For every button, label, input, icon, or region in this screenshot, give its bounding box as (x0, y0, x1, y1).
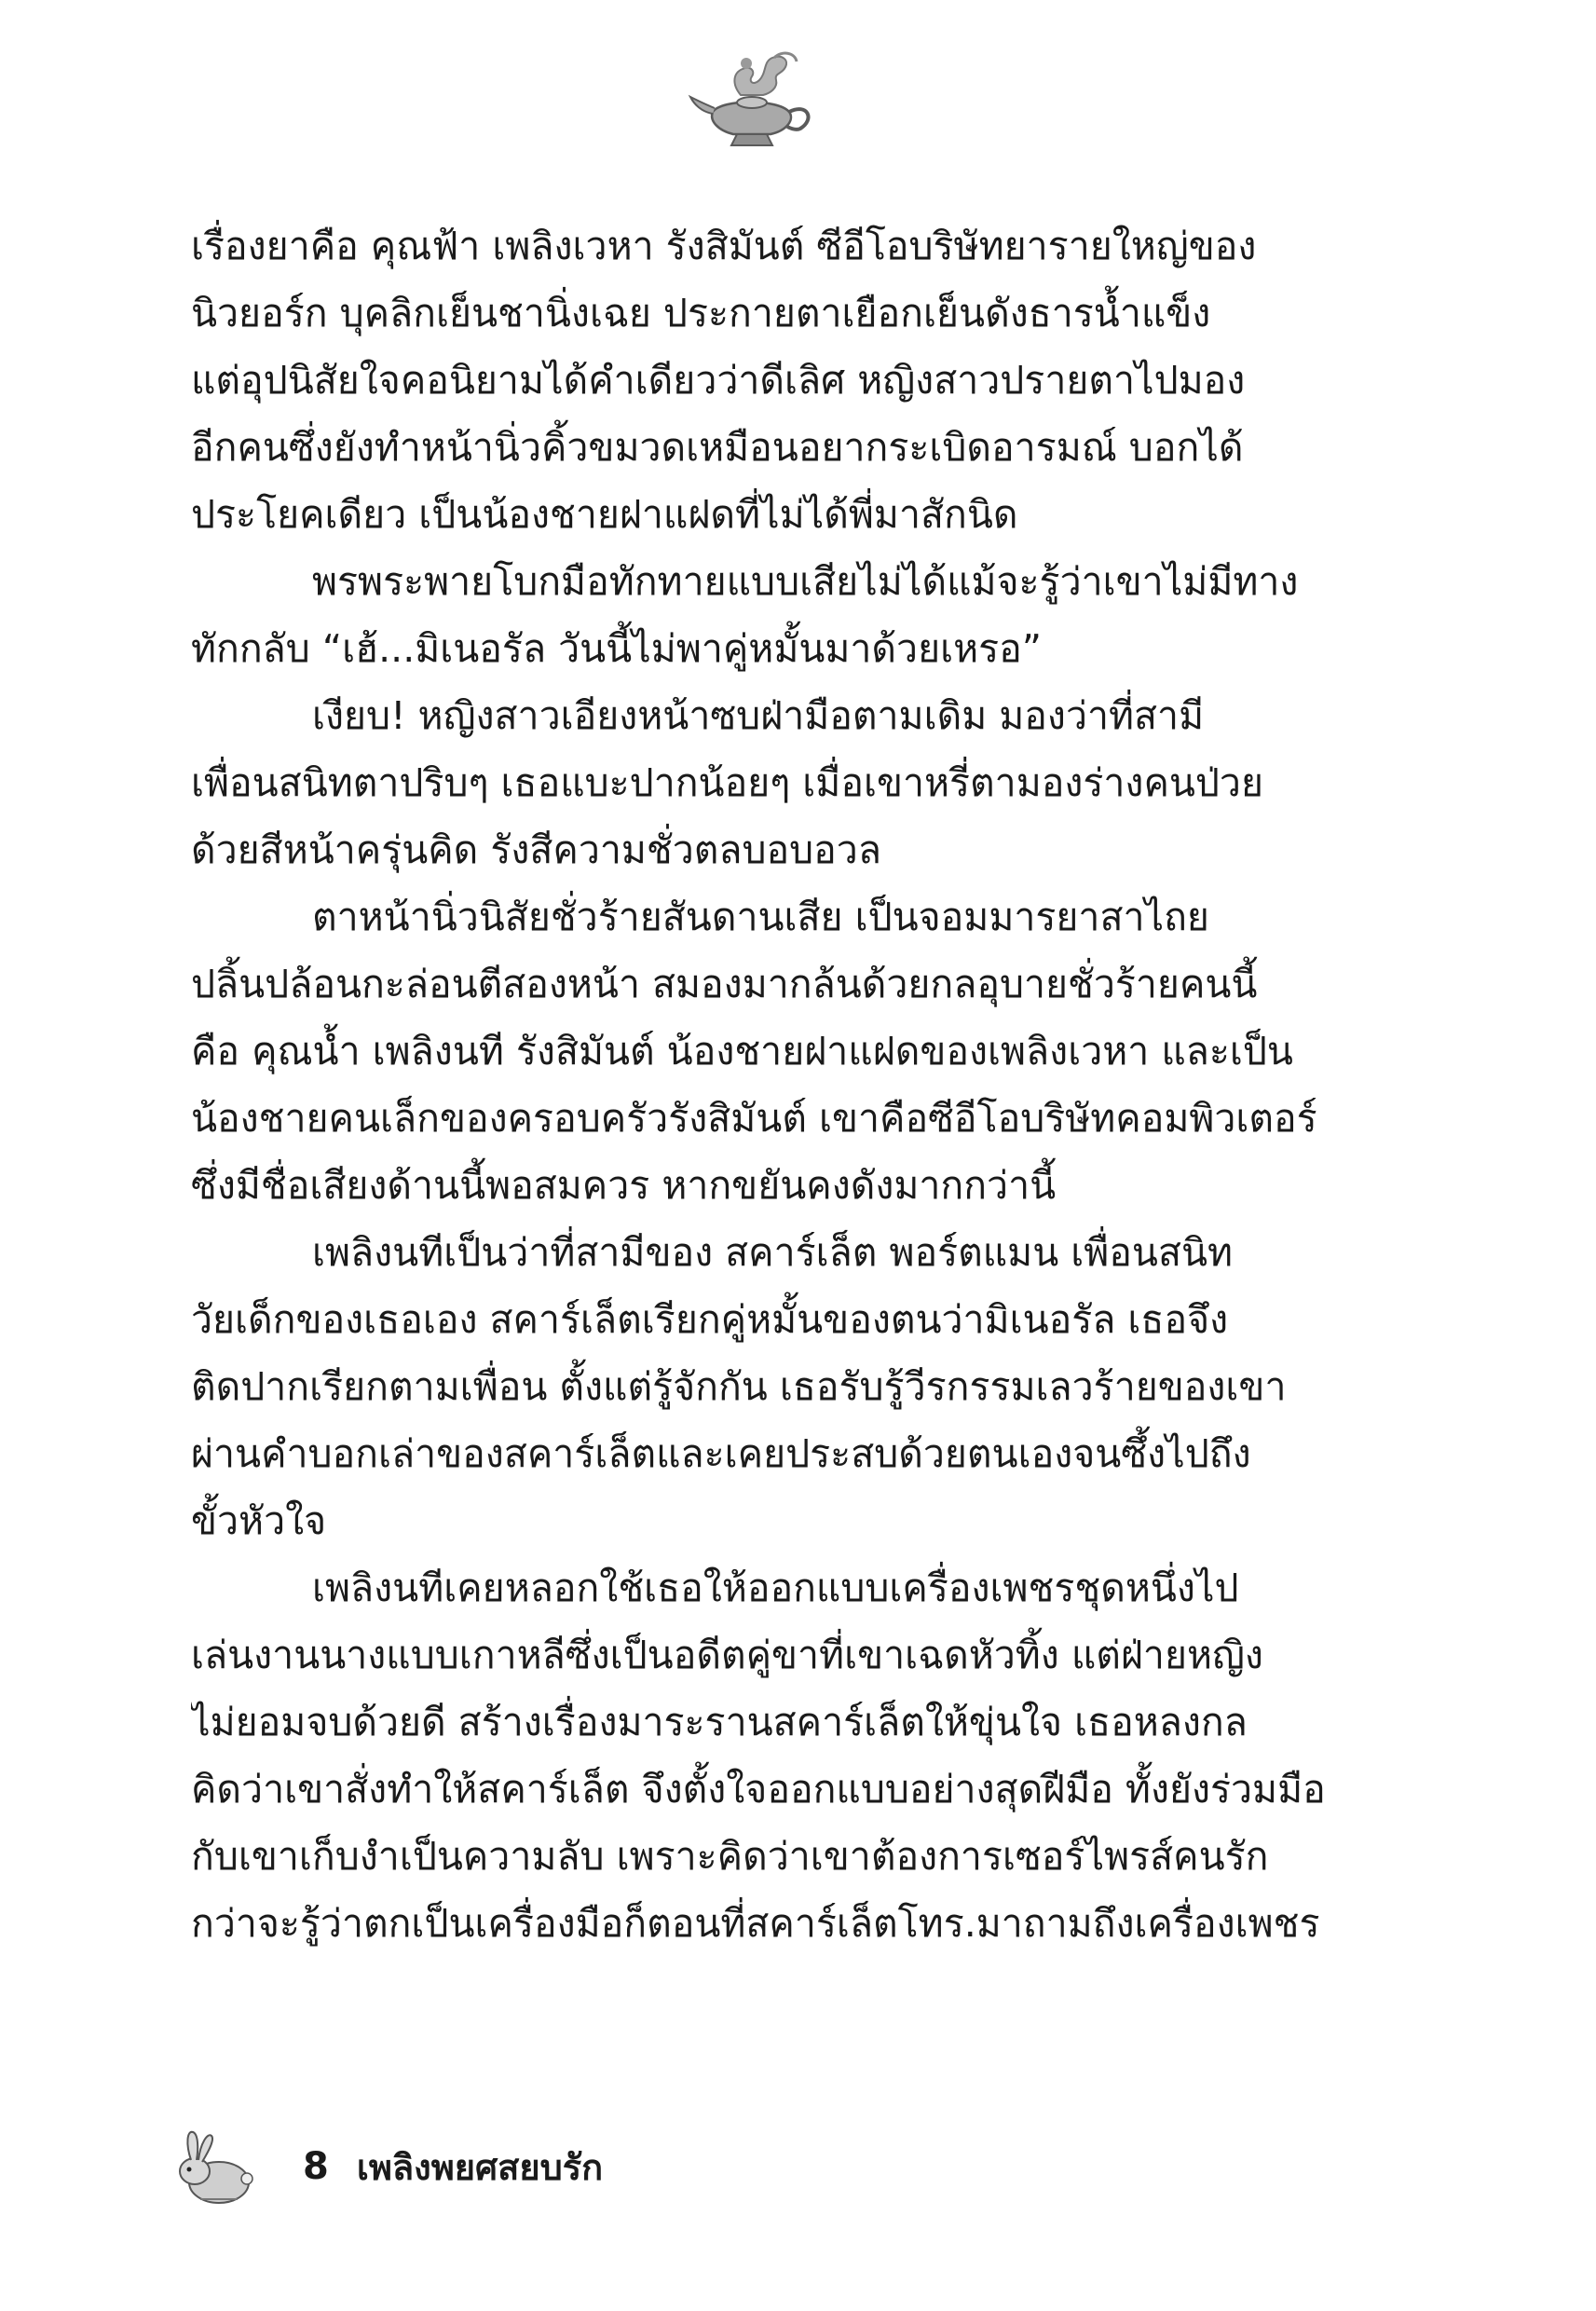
text-line: ขั้วหัวใจ (191, 1498, 327, 1543)
text-line: วัยเด็กของเธอเอง สคาร์เล็ตเรียกคู่หมั้นของตนว่ามิเนอรัล เธอจึง (191, 1297, 1229, 1342)
text-line: ตาหน้านิ่วนิสัยชั่วร้ายสันดานเสีย เป็นจอมมารยาสาไถย (312, 895, 1209, 939)
text-line: เพลิงนทีเคยหลอกใช้เธอให้ออกแบบเครื่องเพชรชุดหนึ่งไป (312, 1566, 1239, 1610)
book-title: เพลิงพยศสยบรัก (356, 2146, 604, 2188)
text-line: ทักกลับ “เฮ้...มิเนอรัล วันนี้ไม่พาคู่หมั้นมาด้วยเหรอ” (191, 626, 1043, 671)
text-line: กว่าจะรู้ว่าตกเป็นเครื่องมือก็ตอนที่สคาร์เล็ตโทร.มาถามถึงเครื่องเพชร (191, 1901, 1320, 1946)
genie-lamp-icon (685, 47, 825, 154)
text-line: คิดว่าเขาสั่งทำให้สคาร์เล็ต จึงตั้งใจออกแบบอย่างสุดฝีมือ ทั้งยังร่วมมือ (191, 1767, 1326, 1812)
text-line: แต่อุปนิสัยใจคอนิยามได้คำเดียวว่าดีเลิศ หญิงสาวปรายตาไปมอง (191, 358, 1246, 403)
text-line: ผ่านคำบอกเล่าของสคาร์เล็ตและเคยประสบด้วยตนเองจนซึ้งไปถึง (191, 1431, 1251, 1476)
text-line: ประโยคเดียว เป็นน้องชายฝาแฝดที่ไม่ได้พี่มาสักนิด (191, 492, 1018, 537)
text-line: ไม่ยอมจบด้วยดี สร้างเรื่องมาระรานสคาร์เล็ตให้ขุ่นใจ เธอหลงกล (191, 1700, 1248, 1744)
text-line: เล่นงานนางแบบเกาหลีซึ่งเป็นอดีตคู่ขาที่เขาเฉดหัวทิ้ง แต่ฝ่ายหญิง (191, 1633, 1263, 1677)
text-line: คือ คุณน้ำ เพลิงนที รังสิมันต์ น้องชายฝาแฝดของเพลิงเวหา และเป็น (191, 1029, 1293, 1073)
text-line: เพลิงนทีเป็นว่าที่สามีของ สคาร์เล็ต พอร์ตแมน เพื่อนสนิท (312, 1230, 1234, 1275)
page-number: 8 (303, 2145, 329, 2188)
text-line: ติดปากเรียกตามเพื่อน ตั้งแต่รู้จักกัน เธอรับรู้วีรกรรมเลวร้ายของเขา (191, 1364, 1287, 1409)
text-line: ปลิ้นปล้อนกะล่อนตีสองหน้า สมองมากล้นด้วยกลอุบายชั่วร้ายคนนี้ (191, 962, 1258, 1006)
text-line: เงียบ! หญิงสาวเอียงหน้าซบฝ่ามือตามเดิม มองว่าที่สามี (312, 693, 1205, 738)
rabbit-icon (172, 2125, 256, 2208)
page-footer (172, 2115, 1011, 2218)
text-line: ซึ่งมีชื่อเสียงด้านนี้พอสมควร หากขยันคงดังมากกว่านี้ (191, 1163, 1057, 1208)
text-line: กับเขาเก็บงำเป็นความลับ เพราะคิดว่าเขาต้องการเซอร์ไพรส์คนรัก (191, 1834, 1269, 1879)
text-line: อีกคนซึ่งยังทำหน้านิ่วคิ้วขมวดเหมือนอยากระเบิดอารมณ์ บอกได้ (191, 425, 1244, 470)
body-text (191, 212, 1326, 1957)
text-line: น้องชายคนเล็กของครอบครัวรังสิมันต์ เขาคือซีอีโอบริษัทคอมพิวเตอร์ (191, 1096, 1317, 1141)
text-line: นิวยอร์ก บุคลิกเย็นชานิ่งเฉย ประกายตาเยือกเย็นดังธารน้ำแข็ง (191, 291, 1211, 335)
text-line: พรพระพายโบกมือทักทายแบบเสียไม่ได้แม้จะรู้ว่าเขาไม่มีทาง (312, 559, 1299, 604)
text-line: เพื่อนสนิทตาปริบๆ เธอแบะปากน้อยๆ เมื่อเขาหรี่ตามองร่างคนป่วย (191, 760, 1263, 805)
text-line: ด้วยสีหน้าครุ่นคิด รังสีความชั่วตลบอบอวล (191, 827, 881, 872)
text-line: เรื่องยาคือ คุณฟ้า เพลิงเวหา รังสิมันต์ ซีอีโอบริษัทยารายใหญ่ของ (191, 224, 1257, 268)
